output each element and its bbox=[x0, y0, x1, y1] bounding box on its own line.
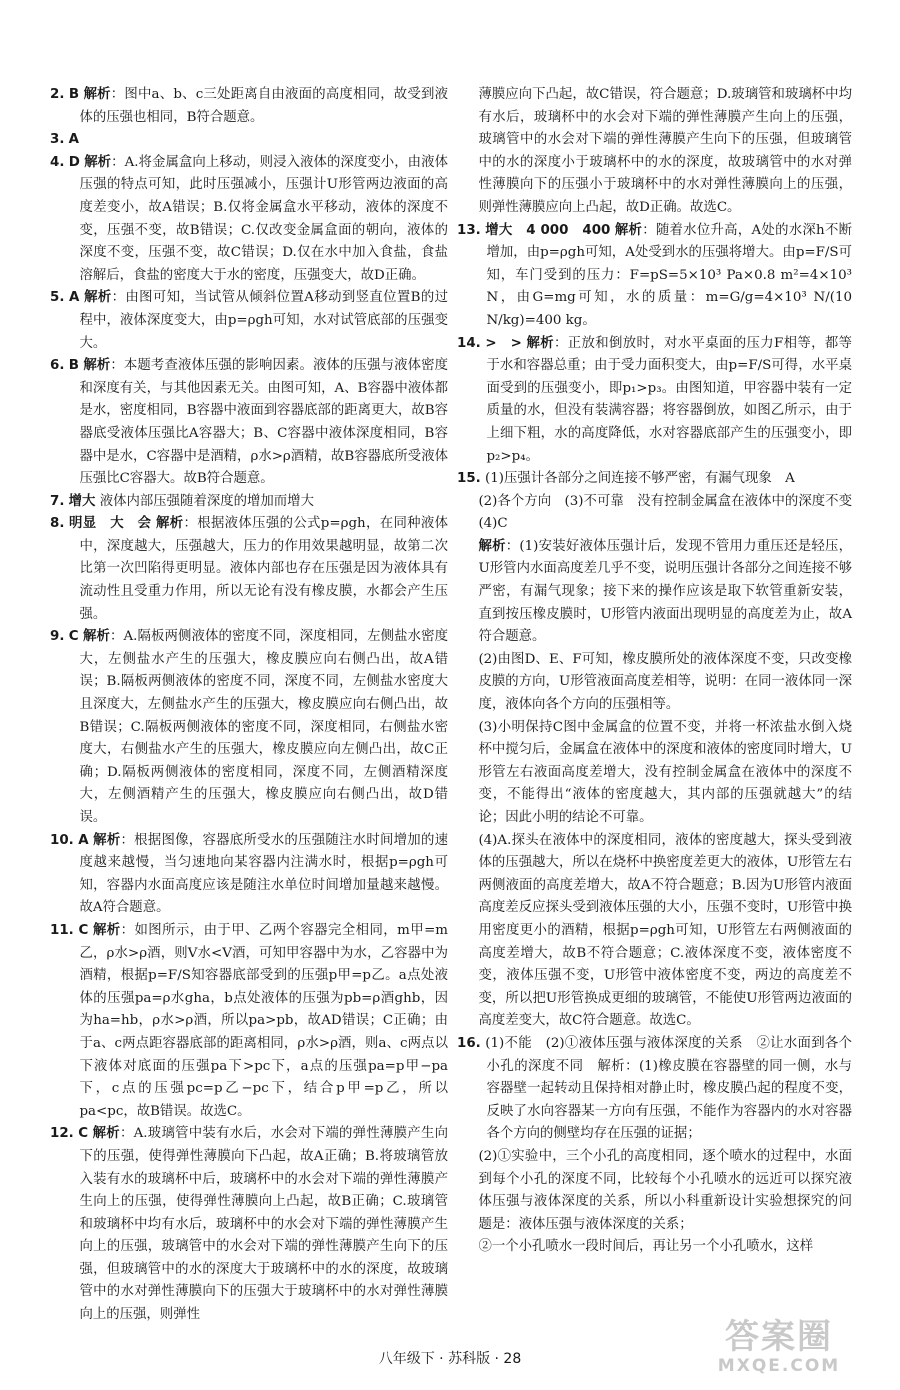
right-column bbox=[457, 84, 866, 1259]
answer-text: ：本题考查液体压强的影响因素。液体的压强与液体密度和深度有关，与其他因素无关。由图可知，A、B容器中液体都是水，密度相同，B容器中液面到容器底部的距离更大，故B容器底受液体压强比A容器大；B、C容器中液体深度相同，B容器中是水，C容器中是酒精，ρ水>ρ酒精，故B容器底所受液体压强比C容器大。故B符合题意。 bbox=[79, 358, 448, 487]
answer-key: D bbox=[68, 154, 80, 170]
answer-item bbox=[457, 84, 852, 220]
answer-text: (4)A.探头在液体中的深度相同，液体的密度越大，探头受到液体的压强越大，所以在烧杯中换密度差更大的液体，U形管左右两侧液面的高度差增大，故A不符合题意；B.因为U形管内液面高度差反应探头受到液体压强的大小，压强不变时，U形管中换用密度更小的酒精，根据p=ρgh可知，U形管左右两侧液面的高度差增大，故B不符合题意；C.液体深度不变，液体密度不变，液体压强不变，U形管中液体密度不变，两边的高度差不变，所以把U形管换成更细的玻璃管，不能使U形管两边液面的高度差变大，故C符合题意。故选C。 bbox=[478, 832, 852, 1029]
answer-text: 薄膜应向下凸起，故C错误，符合题意；D.玻璃管和玻璃杯中均有水后，玻璃杯中的水会对下端的弹性薄膜产生向上的压强，玻璃管中的水会对下端的弹性薄膜产生向下的压强，但玻璃管中的水的深度小于玻璃杯中的水的深度，故玻璃管中的水对弹性薄膜向下的压强小于玻璃杯中的水对弹性薄膜向上的压强，则弹性薄膜应向上凸起，故D正确。故选C。 bbox=[478, 87, 852, 215]
answer-number: 9. bbox=[50, 629, 65, 645]
answer-item bbox=[50, 287, 448, 355]
answer-item bbox=[457, 1033, 852, 1146]
analysis-tag: 解析 bbox=[93, 832, 121, 848]
answer-number: 16. bbox=[457, 1035, 481, 1051]
answer-number: 10. bbox=[50, 832, 74, 848]
answer-key: A bbox=[69, 290, 80, 306]
answer-key: 增大 4 000 400 bbox=[485, 222, 611, 238]
analysis-tag: 解析 bbox=[84, 290, 112, 306]
answer-item bbox=[457, 830, 852, 1033]
answer-number: 15. bbox=[457, 471, 481, 487]
left-column bbox=[50, 84, 448, 1327]
answer-item bbox=[50, 152, 448, 288]
answer-text: ：随着水位升高，A处的水深h不断增加，由p=ρgh可知，A处受到水的压强将增大。由p=F/S可知，车门受到的压力：F=pS=5×10³ Pa×0.8 m²=4×10³ N，由G=mg可知，水的质量：m=G/g=4×10³ N/(10 N/kg)=400 kg。 bbox=[486, 222, 852, 328]
analysis-tag: 解析 bbox=[526, 335, 555, 351]
analysis-tag: 解析 bbox=[82, 629, 110, 645]
answer-item bbox=[457, 717, 852, 830]
answer-item bbox=[50, 129, 448, 152]
answer-item bbox=[50, 355, 448, 491]
answer-text: (2)①实验中，三个小孔的高度相同，逐个喷水的过程中，水面到每个小孔的深度不同，比较每个小孔喷水的远近可以探究液体压强与液体深度的关系，所以小科重新设计实验想探究的问题是：液体压强与液体深度的关系； bbox=[478, 1148, 852, 1232]
answer-text: 液体内部压强随着深度的增加而增大 bbox=[99, 493, 314, 509]
answer-item bbox=[457, 468, 852, 491]
answer-text: (1)压强计各部分之间连接不够严密，有漏气现象 A bbox=[485, 471, 795, 487]
answer-number: 12. bbox=[50, 1126, 74, 1142]
answer-text: (3)小明保持C图中金属盒的位置不变，并将一杯浓盐水倒入烧杯中搅匀后，金属盒在液体中的深度和液体的密度同时增大，U形管左右液面高度差增大，没有控制金属盒在液体中的深度不变，不能得出“液体的密度越大，其内部的压强就越大”的结论；因此小明的结论不可靠。 bbox=[478, 719, 852, 825]
answer-text: ：由图可知，当试管从倾斜位置A移动到竖直位置B的过程中，液体深度变大，由p=ρgh可知，水对试管底部的压强变大。 bbox=[79, 290, 449, 351]
analysis-tag: 解析 bbox=[92, 1126, 120, 1142]
analysis-tag: 解析 bbox=[92, 922, 121, 938]
answer-item bbox=[50, 513, 448, 626]
answer-text: ：根据图像，容器底所受水的压强随注水时间增加的速度越来越慢，当匀速地向某容器内注满水时，根据p=ρgh可知，容器内水面高度应该是随注水单位时间增加量越来越慢。故A符合题意。 bbox=[79, 832, 449, 916]
analysis-tag: 解析 bbox=[478, 538, 506, 554]
answer-item bbox=[50, 920, 448, 1123]
watermark-logo bbox=[694, 1318, 864, 1378]
analysis-tag: 解析 bbox=[84, 154, 112, 170]
answer-text: ：A.将金属盒向上移动，则浸入液体的深度变小，由液体压强的特点可知，此时压强减小，压强计U形管两边液面的高度差变小，故A错误；B.仅将金属盒水平移动，液体的深度不变，压强不变，故B错误；C.仅改变金属盒面的朝向，液体的深度不变，压强不变，故C错误；D.仅在水中加入食盐，食盐溶解后，食盐的密度大于水的密度，压强变大，故D正确。 bbox=[79, 154, 448, 283]
answer-number: 7. bbox=[50, 493, 65, 509]
answer-text: ：正放和倒放时，对水平桌面的压力F相等，都等于水和容器总重；由于受力面积变大，由p=F/S可得，水平桌面受到的压强变小，即p₁>p₃。由图知道，甲容器中装有一定质量的水，但没有装满容器；将容器倒放，如图乙所示，由于上细下粗，水的高度降低，水对容器底部产生的压强变小，即p₂>p₄。 bbox=[486, 335, 852, 464]
answer-text: (2)各个方向 (3)不可靠 没有控制金属盒在液体中的深度不变 (4)C bbox=[478, 493, 866, 532]
answer-item bbox=[457, 491, 866, 536]
answer-key: A bbox=[68, 132, 80, 148]
answer-key: B bbox=[68, 87, 80, 102]
answer-number: 4. bbox=[50, 154, 65, 170]
page-footer: 八年级下 · 苏科版 · 28 bbox=[378, 1351, 522, 1367]
answer-item bbox=[50, 830, 448, 920]
answer-text: ：如图所示，由于甲、乙两个容器完全相同，m甲=m乙，ρ水>ρ酒，则V水<V酒，可知甲容器中为水，乙容器中为酒精，根据p=F/S知容器底部受到的压强p甲=p乙。a点处液体的压强pa=ρ水gha，b点处液体的压强为pb=ρ酒ghb，因为ha=hb，ρ水>ρ酒，所以pa>pb，故AD错误；C正确；由于a、c两点距容器底部的距离相同，ρ水>ρ酒，则a、c两点以下液体对底面的压强pa下>pc下，a点的压强pa=p甲−pa下，c点的压强pc=p乙−pc下，结合p甲=p乙，所以pa<pc，故B错误。故选C。 bbox=[79, 922, 449, 1119]
answer-number: 14. bbox=[457, 335, 481, 351]
answer-item bbox=[457, 1146, 852, 1236]
answer-text: ：(1)安装好液体压强计后，发现不管用力重压还是轻压，U形管内水面高度差几乎不变，说明压强计各部分之间连接不够严密，有漏气现象；接下来的操作应该是取下软管重新安装，直到按压橡皮膜时，U形管内液面出现明显的高度差为止，故A符合题意。 bbox=[478, 538, 853, 645]
answer-text: ②一个小孔喷水一段时间后，再让另一个小孔喷水，这样 bbox=[478, 1239, 814, 1255]
answer-item bbox=[457, 536, 852, 649]
answer-text: (1)不能 (2)①液体压强与液体深度的关系 ②让水面到各个小孔的深度不同 解析：(1)橡皮膜在容器壁的同一侧，水与容器壁一起转动且保持相对静止时，橡皮膜凸起的程度不变，反映了水向容器某一方向有压强，不能作为容器内的水对容器各个方向的侧壁均存在压强的证据； bbox=[485, 1035, 852, 1142]
answer-text: ：根据液体压强的公式p=ρgh，在同种液体中，深度越大，压强越大，压力的作用效果越明显，故第二次比第一次凹陷得更明显。液体内部也存在压强是因为液体具有流动性且受重力作用，所以无论有没有橡皮膜，水都会产生压强。 bbox=[79, 516, 449, 622]
answer-key: 明显 大 会 bbox=[69, 516, 152, 532]
answer-number: 5. bbox=[50, 290, 65, 306]
answer-key: C bbox=[68, 629, 79, 645]
answer-number: 8. bbox=[50, 516, 65, 532]
answer-number: 2. bbox=[50, 87, 65, 102]
answer-item bbox=[457, 333, 852, 469]
answer-number: 6. bbox=[50, 358, 65, 374]
answer-key: A bbox=[78, 832, 89, 848]
answer-text: (2)由图D、E、F可知，橡皮膜所处的液体深度不变，只改变橡皮膜的方向，U形管液面高度差相等，说明：在同一液体同一深度，液体向各个方向的压强相等。 bbox=[478, 651, 852, 713]
answer-text: ：图中a、b、c三处距离自由液面的高度相同，故受到液体的压强也相同，B符合题意。 bbox=[79, 87, 448, 125]
answer-text: ：A.隔板两侧液体的密度不同，深度相同，左侧盐水密度大，左侧盐水产生的压强大，橡皮膜应向右侧凸出，故A错误；B.隔板两侧液体的密度不同，深度不同，左侧盐水密度大且深度大，左侧盐水产生的压强大，橡皮膜应向右侧凸出，故B错误；C.隔板两侧液体的密度不同，深度相同，右侧盐水密度大，右侧盐水产生的压强大，橡皮膜应向左侧凸出，故C正确；D.隔板两侧液体的密度相同，深度不同，左侧酒精深度大，左侧酒精产生的压强大，橡皮膜应向右侧凸出，故D错误。 bbox=[79, 629, 448, 825]
analysis-tag: 解析 bbox=[83, 358, 111, 374]
answer-number: 3. bbox=[50, 132, 65, 148]
answer-item bbox=[50, 626, 448, 829]
answer-item bbox=[50, 1123, 448, 1326]
answer-key: C bbox=[78, 922, 89, 938]
answer-number: 11. bbox=[50, 922, 74, 938]
answer-key: 增大 bbox=[68, 493, 96, 509]
answer-key: > > bbox=[485, 335, 522, 351]
answer-item bbox=[457, 649, 852, 717]
answer-text: ：A.玻璃管中装有水后，水会对下端的弹性薄膜产生向下的压强，使得弹性薄膜向下凸起，故A正确；B.将玻璃管放入装有水的玻璃杯中后，玻璃杯中的水会对下端的弹性薄膜产生向上的压强，使得弹性薄膜向上凸起，故B正确；C.玻璃管和玻璃杯中均有水后，玻璃杯中的水会对下端的弹性薄膜产生向上的压强，玻璃管中的水会对下端的弹性薄膜产生向下的压强，但玻璃管中的水的深度大于玻璃杯中的水的深度，故玻璃管中的水对弹性薄膜向下的压强大于玻璃杯中的水对弹性薄膜向上的压强，则弹性 bbox=[79, 1126, 448, 1323]
answer-item bbox=[50, 84, 448, 129]
answer-item bbox=[50, 491, 448, 514]
watermark-line-1: 答案圈 bbox=[725, 1317, 833, 1357]
analysis-tag: 解析 bbox=[614, 222, 643, 238]
analysis-tag: 解析 bbox=[156, 516, 184, 532]
answer-key: C bbox=[78, 1126, 89, 1142]
watermark-line-2: MXQE.COM bbox=[717, 1356, 841, 1376]
analysis-tag: 解析 bbox=[83, 87, 111, 102]
answer-item bbox=[457, 220, 852, 333]
answer-item bbox=[457, 1236, 852, 1259]
answer-key: B bbox=[68, 358, 79, 374]
answer-number: 13. bbox=[457, 222, 481, 238]
